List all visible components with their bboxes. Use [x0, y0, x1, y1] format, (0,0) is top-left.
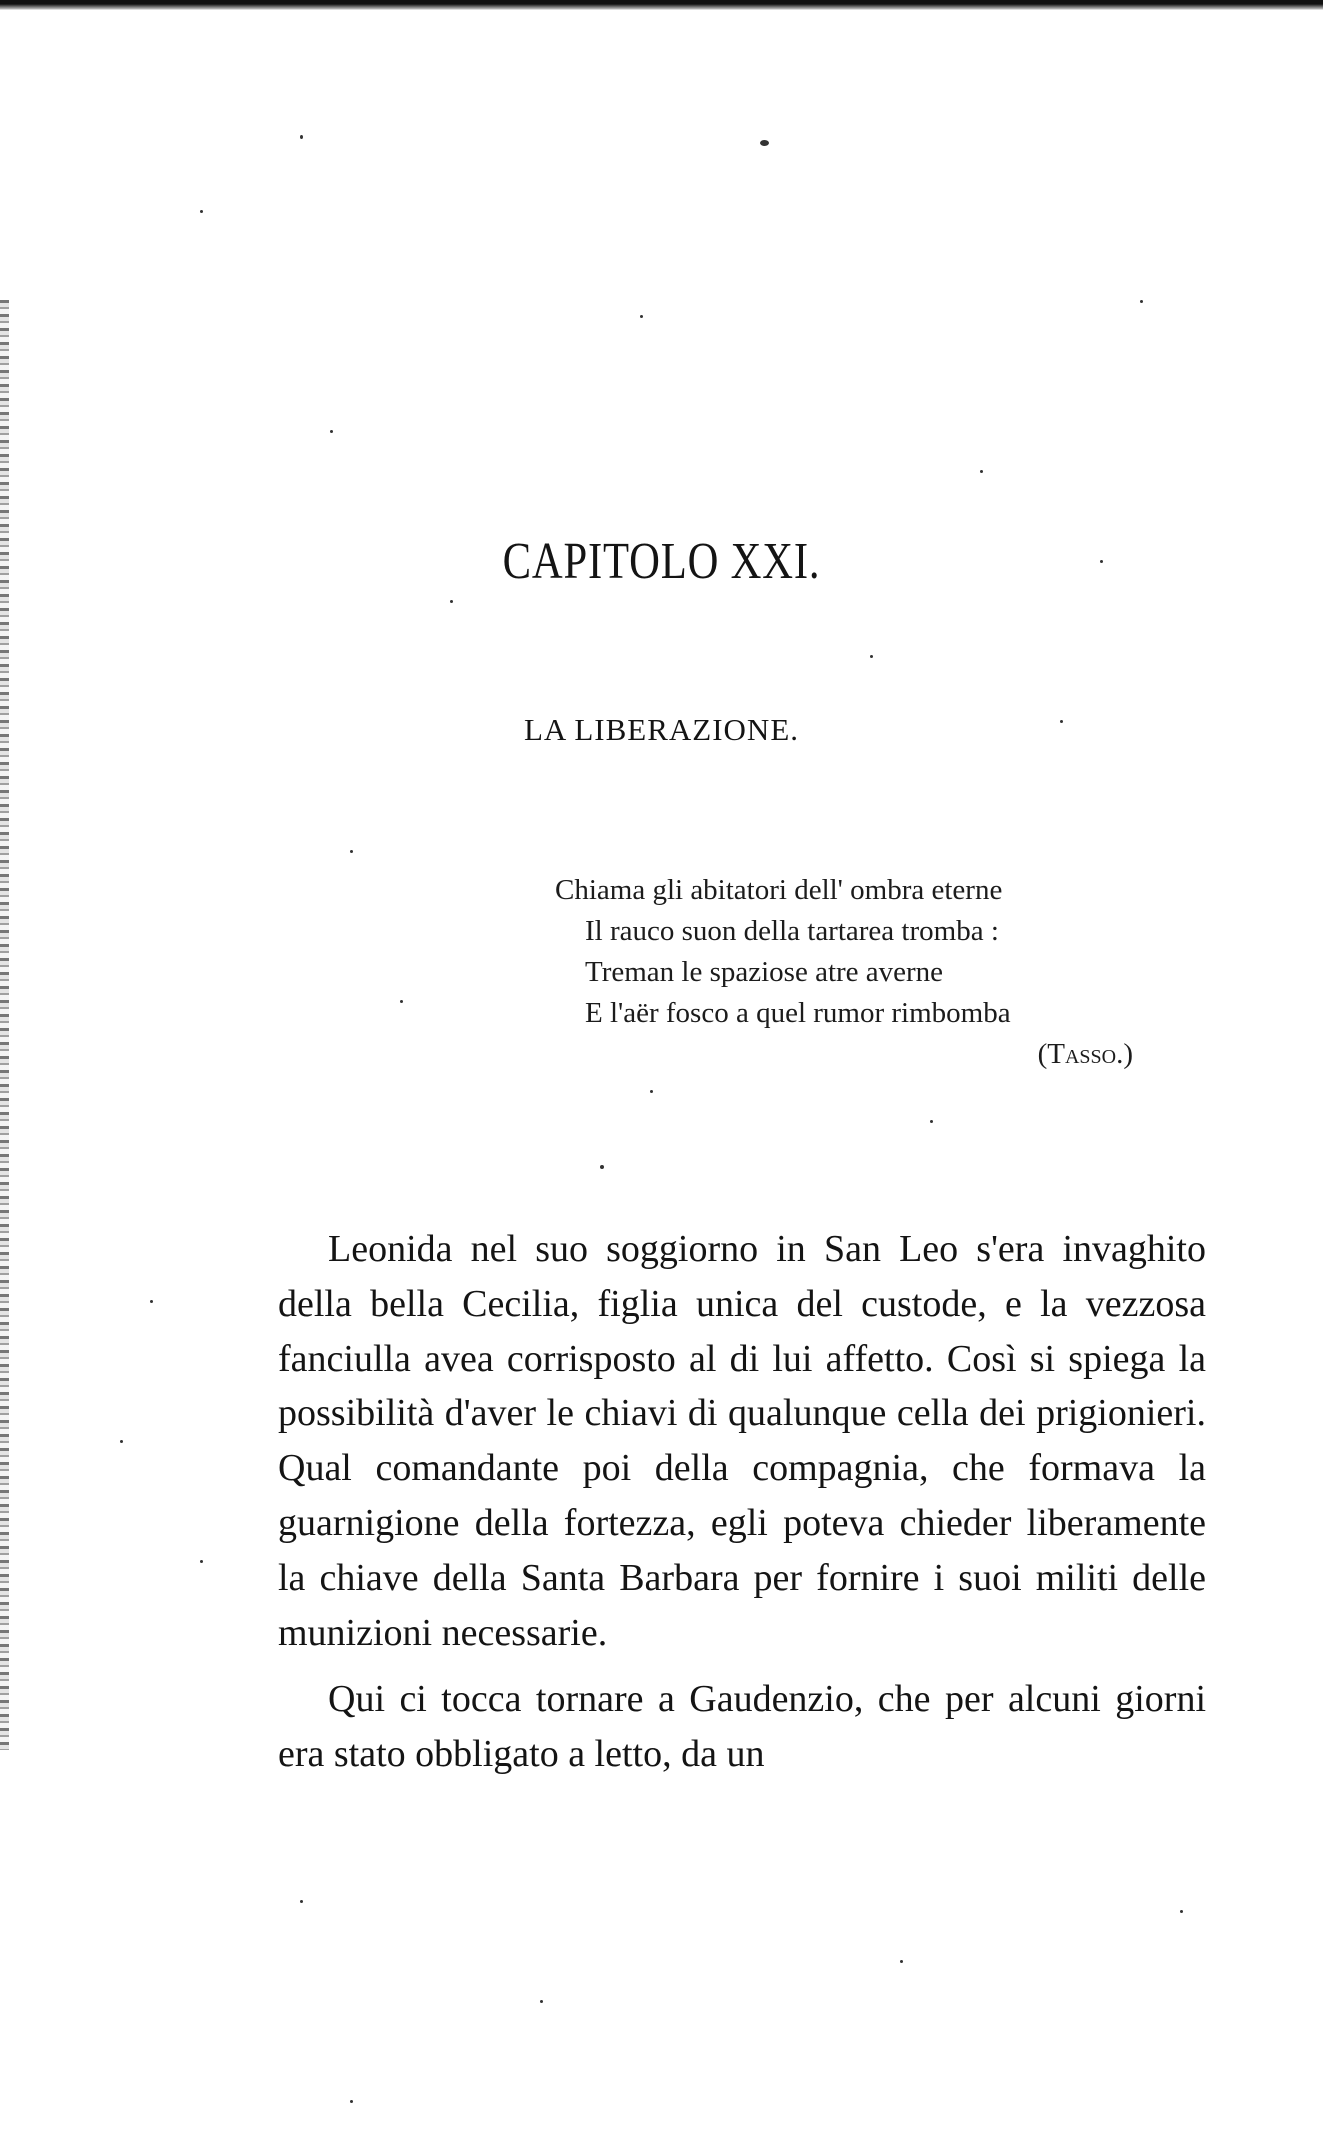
page-top-edge — [0, 0, 1323, 10]
paragraph: Qui ci tocca tornare a Gaudenzio, che per alcuni giorni era stato obbligato a letto, da un — [278, 1678, 1206, 1776]
epigraph — [555, 870, 1155, 1075]
epigraph-attribution: (Tasso.) — [1037, 1038, 1133, 1070]
epigraph-line: E l'aër fosco a quel rumor rimbomba — [585, 997, 1011, 1029]
chapter-title: CAPITOLO XXI. — [502, 533, 821, 590]
epigraph-line: Il rauco suon della tartarea tromba : — [585, 915, 999, 947]
body-text — [278, 1222, 1206, 1782]
paragraph: Leonida nel suo soggiorno in San Leo s'era invaghito della bella Cecilia, figlia unica del custode, e la vezzosa fanciulla avea corrisposto al di lui affetto. Così si spiega la possibilità d'aver le chiavi di qualunque cella dei prigionieri. Qual comandante poi della compagnia, che formava la guarnigione della fortezza, egli poteva chieder liberamente la chiave della Santa Barbara per fornire i suoi militi delle munizioni necessarie. — [278, 1228, 1206, 1654]
epigraph-line: Treman le spaziose atre averne — [585, 956, 944, 988]
chapter-subtitle: LA LIBERAZIONE. — [523, 712, 800, 747]
page-binding-edge — [0, 300, 9, 1750]
epigraph-line: Chiama gli abitatori dell' ombra eterne — [555, 874, 1003, 906]
